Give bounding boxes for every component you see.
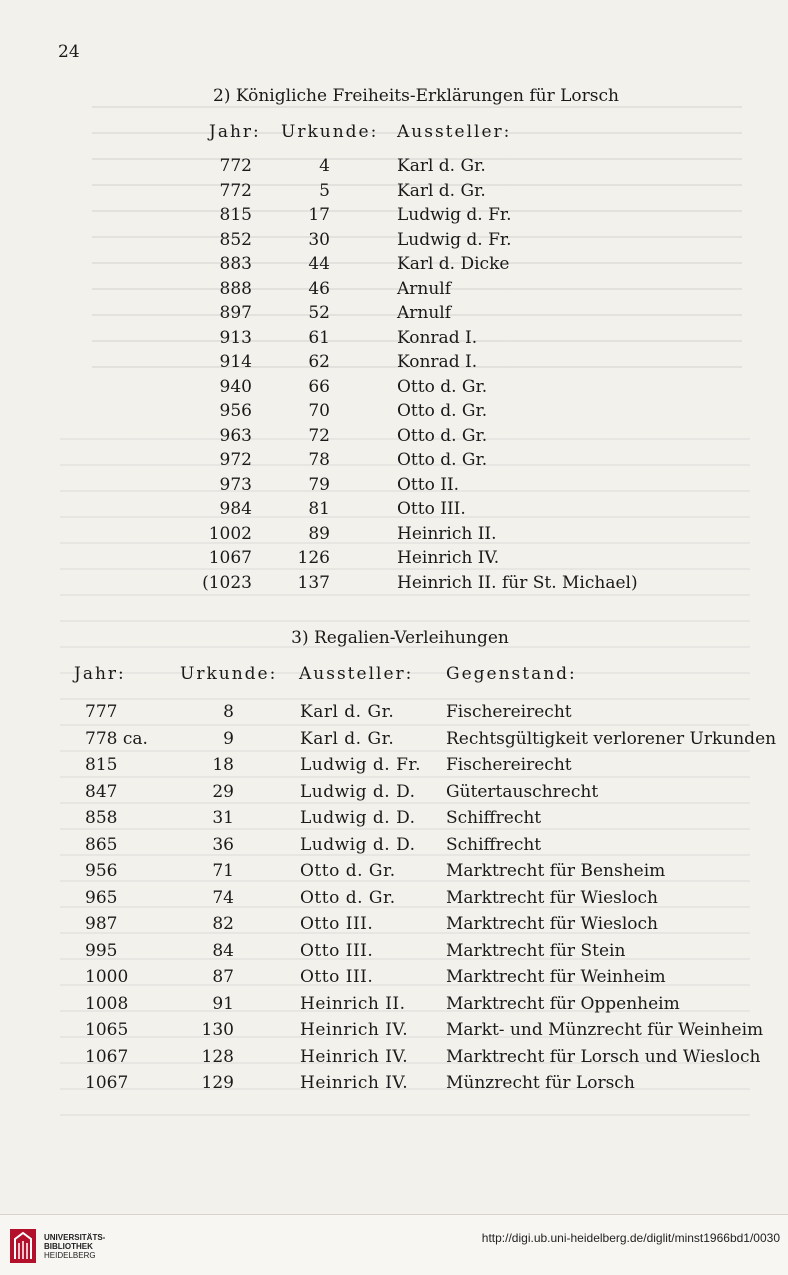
table-row [0, 279, 788, 305]
row-year: 778 ca. [85, 728, 148, 749]
row-doc-number: 44 [308, 254, 330, 274]
table-row [0, 303, 788, 329]
row-doc-number: 71 [212, 861, 234, 881]
row-issuer: Heinrich II. [397, 523, 497, 544]
table-row [0, 1073, 788, 1099]
row-issuer: Karl d. Gr. [300, 728, 395, 749]
row-doc-number: 17 [308, 205, 330, 225]
row-issuer: Otto III. [300, 914, 374, 934]
row-year: (1023 [202, 572, 252, 593]
row-year: 973 [219, 474, 252, 495]
row-year: 772 [219, 156, 252, 176]
row-issuer: Otto d. Gr. [397, 401, 488, 421]
row-issuer: Otto d. Gr. [300, 861, 396, 881]
table-row [0, 475, 788, 501]
row-doc-number: 8 [223, 702, 234, 722]
row-issuer: Arnulf [397, 303, 452, 323]
row-year: 956 [85, 861, 118, 881]
row-year: 865 [85, 834, 118, 855]
row-year: 852 [219, 229, 252, 250]
row-subject: Schiffrecht [446, 834, 542, 855]
t2-header-subject: Gegenstand: [446, 664, 577, 684]
row-doc-number: 78 [308, 450, 330, 470]
row-subject: Fischereirecht [446, 755, 572, 775]
row-issuer: Heinrich IV. [397, 548, 500, 568]
row-issuer: Otto III. [300, 967, 374, 987]
row-subject: Fischereirecht [446, 702, 572, 722]
row-year: 888 [219, 278, 252, 299]
table-row [0, 1047, 788, 1073]
row-issuer: Heinrich II. [300, 993, 406, 1014]
row-year: 972 [219, 450, 252, 470]
row-year: 913 [219, 327, 252, 348]
table-row [0, 994, 788, 1020]
table-row [0, 755, 788, 781]
row-doc-number: 29 [212, 781, 234, 802]
table-row [0, 230, 788, 256]
row-issuer: Heinrich II. für St. Michael) [397, 572, 638, 593]
row-doc-number: 87 [212, 967, 234, 987]
row-doc-number: 137 [297, 572, 330, 593]
row-subject: Rechtsgültigkeit verlorener Urkunden [446, 728, 777, 749]
source-url-link[interactable]: http://digi.ub.uni-heidelberg.de/diglit/minst1966bd1/0030 [481, 1231, 780, 1245]
row-issuer: Otto d. Gr. [397, 425, 488, 446]
row-doc-number: 129 [201, 1073, 234, 1093]
row-issuer: Ludwig d. Fr. [397, 205, 512, 225]
row-doc-number: 52 [308, 303, 330, 323]
table-row [0, 941, 788, 967]
table-row [0, 352, 788, 378]
row-issuer: Konrad I. [397, 327, 478, 348]
row-issuer: Ludwig d. D. [300, 808, 416, 828]
table-row [0, 702, 788, 728]
table-row [0, 181, 788, 207]
row-doc-number: 128 [201, 1046, 234, 1067]
table-row [0, 835, 788, 861]
table-row [0, 377, 788, 403]
row-doc-number: 89 [308, 523, 330, 544]
row-doc-number: 46 [308, 278, 330, 299]
table-row [0, 499, 788, 525]
row-issuer: Ludwig d. Fr. [300, 755, 422, 775]
table-row [0, 782, 788, 808]
row-subject: Marktrecht für Bensheim [446, 861, 666, 881]
table-row [0, 524, 788, 550]
row-doc-number: 9 [223, 728, 234, 749]
row-subject: Marktrecht für Wiesloch [446, 914, 659, 934]
row-doc-number: 74 [212, 887, 234, 908]
row-issuer: Karl d. Gr. [397, 180, 486, 201]
row-subject: Marktrecht für Weinheim [446, 967, 666, 987]
row-year: 963 [219, 425, 252, 446]
row-doc-number: 18 [212, 755, 234, 775]
footer-bar [0, 1214, 788, 1275]
library-line-1: UNIVERSITÄTS- [44, 1233, 106, 1242]
row-year: 883 [219, 254, 252, 274]
table-row [0, 205, 788, 231]
row-doc-number: 5 [319, 180, 330, 201]
row-year: 847 [85, 781, 118, 802]
row-year: 772 [219, 180, 252, 201]
library-name [44, 1233, 105, 1260]
row-year: 956 [219, 401, 252, 421]
row-year: 1065 [85, 1020, 129, 1040]
row-issuer: Ludwig d. Fr. [397, 229, 512, 250]
row-issuer: Ludwig d. D. [300, 834, 416, 855]
row-issuer: Otto II. [397, 474, 460, 495]
row-issuer: Otto III. [397, 499, 466, 519]
row-issuer: Otto d. Gr. [300, 887, 396, 908]
row-year: 1067 [85, 1073, 129, 1093]
row-year: 965 [85, 887, 118, 908]
row-issuer: Arnulf [397, 278, 452, 299]
row-year: 1008 [85, 993, 129, 1014]
table-row [0, 888, 788, 914]
table-row [0, 861, 788, 887]
t2-header-doc: Urkunde: [180, 664, 278, 684]
row-year: 1067 [208, 548, 252, 568]
library-logo-icon [10, 1229, 36, 1263]
row-subject: Marktrecht für Oppenheim [446, 993, 680, 1014]
t1-header-doc: Urkunde: [281, 122, 379, 142]
row-subject: Marktrecht für Stein [446, 940, 626, 961]
t1-header-year: Jahr: [209, 122, 261, 142]
row-issuer: Otto d. Gr. [397, 376, 488, 397]
table-row [0, 808, 788, 834]
row-doc-number: 66 [308, 376, 330, 397]
row-year: 914 [219, 352, 252, 372]
table-row [0, 254, 788, 280]
section-3-title: 3) Regalien-Verleihungen [291, 628, 509, 648]
row-subject: Gütertauschrecht [446, 781, 599, 802]
row-issuer: Konrad I. [397, 352, 478, 372]
row-year: 940 [219, 376, 252, 397]
row-issuer: Ludwig d. D. [300, 781, 416, 802]
table-row [0, 450, 788, 476]
row-year: 815 [219, 205, 252, 225]
row-subject: Marktrecht für Lorsch und Wiesloch [446, 1046, 761, 1067]
row-year: 815 [85, 755, 118, 775]
page-number: 24 [58, 42, 80, 62]
row-year: 858 [85, 808, 118, 828]
table-row [0, 729, 788, 755]
row-doc-number: 82 [212, 914, 234, 934]
row-year: 1000 [85, 967, 129, 987]
row-subject: Schiffrecht [446, 808, 542, 828]
row-year: 1067 [85, 1046, 129, 1067]
library-line-3: HEIDELBERG [44, 1251, 96, 1260]
row-issuer: Heinrich IV. [300, 1020, 409, 1040]
table-row [0, 401, 788, 427]
t2-header-issuer: Aussteller: [299, 664, 414, 684]
row-doc-number: 72 [308, 425, 330, 446]
table-row [0, 914, 788, 940]
row-doc-number: 36 [212, 834, 234, 855]
row-issuer: Heinrich IV. [300, 1046, 409, 1067]
table-row [0, 548, 788, 574]
row-doc-number: 91 [212, 993, 234, 1014]
row-doc-number: 30 [308, 229, 330, 250]
row-doc-number: 79 [308, 474, 330, 495]
table-row [0, 156, 788, 182]
table-row [0, 328, 788, 354]
row-doc-number: 70 [308, 401, 330, 421]
row-issuer: Karl d. Gr. [300, 702, 395, 722]
row-issuer: Karl d. Dicke [397, 254, 510, 274]
row-issuer: Otto III. [300, 940, 374, 961]
table-row [0, 967, 788, 993]
row-year: 984 [219, 499, 252, 519]
row-subject: Münzrecht für Lorsch [446, 1073, 635, 1093]
row-year: 897 [219, 303, 252, 323]
row-issuer: Heinrich IV. [300, 1073, 409, 1093]
row-doc-number: 126 [297, 548, 330, 568]
row-doc-number: 61 [308, 327, 330, 348]
row-doc-number: 84 [212, 940, 234, 961]
t2-header-year: Jahr: [74, 664, 126, 684]
row-subject: Marktrecht für Wiesloch [446, 887, 659, 908]
library-line-2: BIBLIOTHEK [44, 1242, 93, 1251]
row-year: 1002 [208, 523, 252, 544]
row-doc-number: 31 [212, 808, 234, 828]
table-row [0, 426, 788, 452]
row-issuer: Otto d. Gr. [397, 450, 488, 470]
row-doc-number: 62 [308, 352, 330, 372]
row-subject: Markt- und Münzrecht für Weinheim [446, 1020, 764, 1040]
section-2-title: 2) Königliche Freiheits-Erklärungen für Lorsch [213, 86, 619, 106]
row-doc-number: 81 [308, 499, 330, 519]
row-year: 987 [85, 914, 118, 934]
table-row [0, 573, 788, 599]
table-row [0, 1020, 788, 1046]
row-issuer: Karl d. Gr. [397, 156, 486, 176]
row-doc-number: 4 [319, 156, 330, 176]
t1-header-issuer: Aussteller: [397, 122, 512, 142]
row-year: 777 [85, 702, 118, 722]
row-year: 995 [85, 940, 118, 961]
row-doc-number: 130 [201, 1020, 234, 1040]
